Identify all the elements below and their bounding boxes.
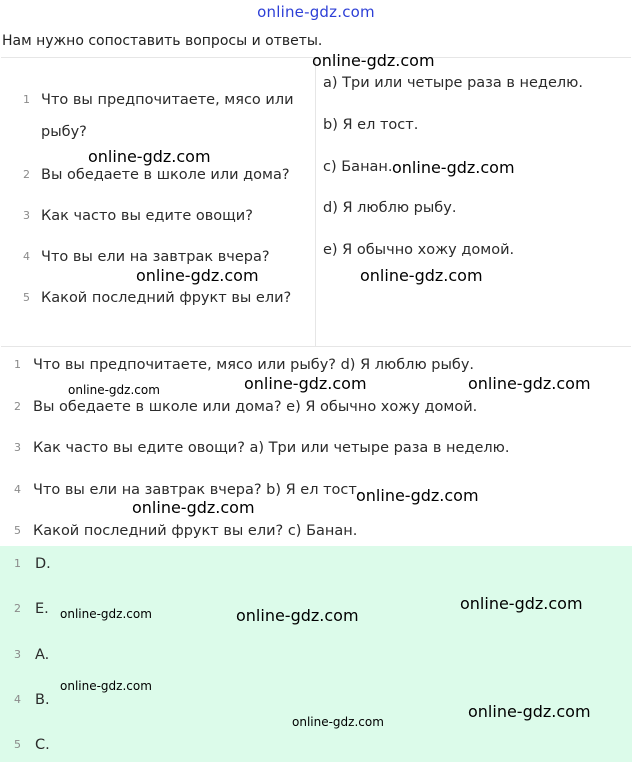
question-number: 1 [23,93,30,106]
question-text: Что вы ели на завтрак вчера? [41,249,270,265]
item-number: 2 [14,400,21,413]
watermark: online-gdz.com [68,383,160,397]
question-number: 4 [23,250,30,263]
item-number: 2 [14,602,21,615]
item-text: E. [35,601,49,617]
watermark: online-gdz.com [392,158,515,177]
watermark: online-gdz.com [360,266,483,285]
site-logo-text[interactable]: online-gdz.com [257,3,375,21]
item-number: 5 [14,738,21,751]
watermark: online-gdz.com [244,374,367,393]
watermark: online-gdz.com [60,607,152,621]
list-item [0,437,632,459]
watermark: online-gdz.com [132,498,255,517]
option-item: b) Я ел тост. [323,117,419,133]
item-text: B. [35,692,50,708]
item-text: Что вы ели на завтрак вчера? b) Я ел тост. [33,482,362,498]
item-text: C. [35,737,50,753]
watermark: online-gdz.com [312,51,435,70]
watermark: online-gdz.com [468,702,591,721]
item-number: 1 [14,557,21,570]
watermark: online-gdz.com [88,147,211,166]
item-text: Как часто вы едите овощи? a) Три или четыре раза в неделю. [33,440,510,456]
question-text: Как часто вы едите овощи? [41,208,253,224]
item-number: 4 [14,693,21,706]
item-number: 3 [14,441,21,454]
watermark: online-gdz.com [468,374,591,393]
question-text: Что вы предпочитаете, мясо или рыбу? [41,92,294,140]
list-item [0,553,632,575]
list-item [0,520,632,542]
watermark: online-gdz.com [292,715,384,729]
watermark: online-gdz.com [236,606,359,625]
list-item [0,354,632,376]
list-item [0,479,632,501]
item-text: Какой последний фрукт вы ели? c) Банан. [33,523,358,539]
option-item: c) Банан. [323,159,393,175]
option-item: e) Я обычно хожу домой. [323,242,515,258]
final-answer-block [0,546,632,762]
watermark: online-gdz.com [136,266,259,285]
item-number: 1 [14,358,21,371]
watermark: online-gdz.com [60,679,152,693]
item-text: Что вы предпочитаете, мясо или рыбу? d) Я люблю рыбу. [33,357,475,373]
list-item [0,396,632,418]
option-item: d) Я люблю рыбу. [323,200,457,216]
watermark: online-gdz.com [460,594,583,613]
list-item [0,734,632,756]
item-number: 5 [14,524,21,537]
matching-table [1,57,631,347]
column-divider [315,58,316,346]
intro-text: Нам нужно сопоставить вопросы и ответы. [2,33,323,49]
list-item [0,644,632,666]
item-text: Вы обедаете в школе или дома? e) Я обычно хожу домой. [33,399,478,415]
question-text: Вы обедаете в школе или дома? [41,167,290,183]
item-number: 3 [14,648,21,661]
watermark: online-gdz.com [356,486,479,505]
option-item: a) Три или четыре раза в неделю. [323,75,583,91]
site-header [0,0,632,26]
question-number: 3 [23,209,30,222]
question-number: 5 [23,291,30,304]
question-number: 2 [23,168,30,181]
question-text: Какой последний фрукт вы ели? [41,290,292,306]
item-text: A. [35,647,50,663]
item-number: 4 [14,483,21,496]
item-text: D. [35,556,51,572]
